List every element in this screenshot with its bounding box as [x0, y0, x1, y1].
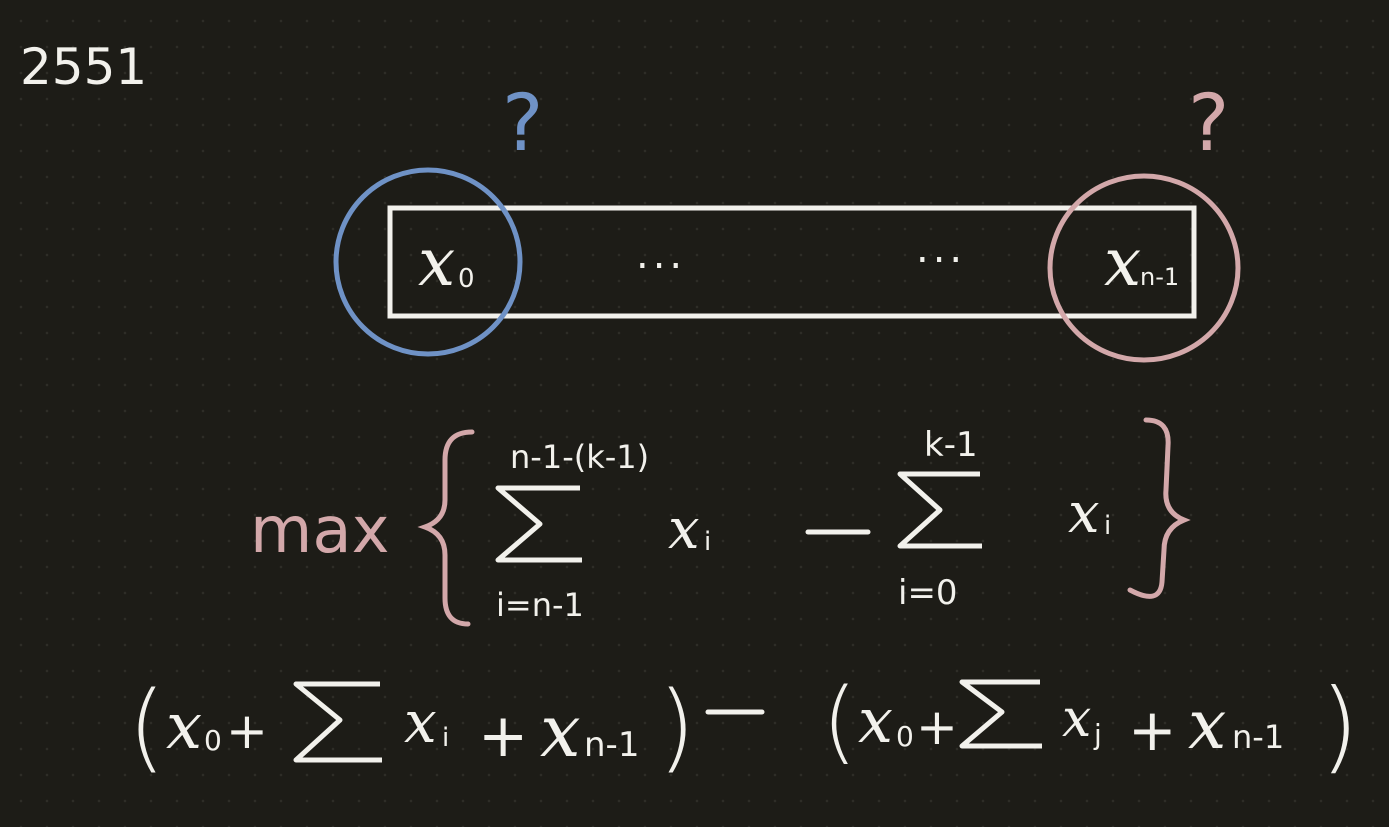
right-group-x0-subscript: 0: [896, 720, 914, 753]
last-cell-subscript: n-1: [1140, 263, 1180, 291]
sum1-sigma: [498, 488, 582, 560]
last-cell-x: x: [1104, 224, 1142, 301]
left-group-xi: x: [404, 688, 437, 756]
first-cell-subscript: 0: [458, 264, 475, 294]
sum1-upper-limit: n-1-(k-1): [510, 438, 650, 476]
left-group-x0-subscript: 0: [204, 724, 222, 757]
sum1-lower-limit: i=n-1: [496, 586, 584, 624]
left-group-open-paren: (: [128, 671, 166, 783]
blue-question-mark: ?: [502, 79, 544, 169]
left-group-sigma: [296, 684, 382, 760]
left-group-x0: x: [166, 690, 203, 764]
left-group-xn: x: [540, 689, 581, 773]
left-group-close-paren: ): [658, 671, 696, 783]
note-number: 2551: [20, 38, 148, 96]
middle-dots-left: ...: [636, 232, 687, 278]
right-group-xn-subscript: n-1: [1232, 718, 1285, 756]
middle-dots-right: ...: [916, 226, 967, 272]
left-group-plus-1: +: [226, 702, 268, 760]
right-group-x0: x: [858, 684, 893, 757]
pink-question-mark: ?: [1188, 79, 1230, 169]
max-label: max: [250, 494, 390, 568]
left-group-xi-subscript: i: [442, 723, 450, 753]
right-group-close-paren: ): [1320, 667, 1360, 784]
first-cell-x: x: [418, 224, 456, 301]
right-group-plus-2: +: [1128, 696, 1177, 764]
sum2-term-subscript: i: [1104, 511, 1112, 541]
sum2-term-x: x: [1068, 481, 1100, 546]
right-group-plus-1: +: [916, 698, 958, 756]
sum2-lower-limit: i=0: [898, 573, 958, 613]
left-brace: [425, 432, 472, 624]
sum2-sigma: [900, 474, 982, 546]
right-group-sigma: [962, 682, 1042, 746]
right-brace: [1130, 420, 1184, 596]
left-group-xn-subscript: n-1: [584, 725, 640, 765]
left-group-plus-2: +: [478, 701, 529, 771]
right-group-open-paren: (: [822, 669, 858, 774]
sum2-upper-limit: k-1: [924, 425, 978, 465]
right-group-xj: x: [1062, 689, 1092, 749]
right-group-xj-subscript: j: [1094, 718, 1102, 751]
sum1-term-x: x: [668, 497, 700, 562]
right-group-xn: x: [1188, 686, 1227, 765]
sum1-term-subscript: i: [704, 527, 712, 557]
